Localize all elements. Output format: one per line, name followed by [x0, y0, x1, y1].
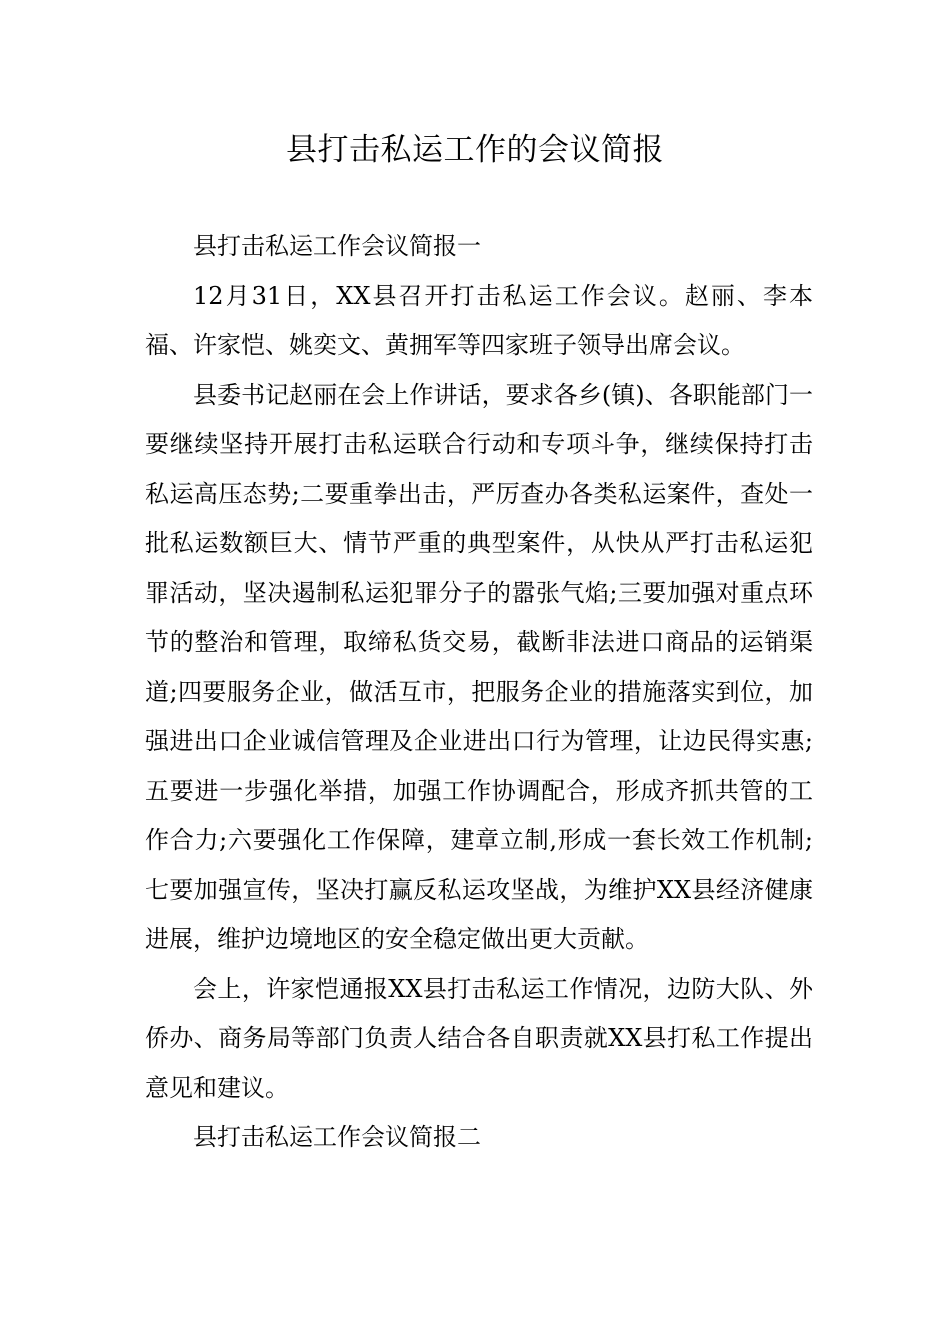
section-heading-one: 县打击私运工作会议简报一: [193, 232, 481, 260]
paragraph-secretary-speech: 县委书记赵丽在会上作讲话，要求各乡(镇)、各职能部门一要继续坚持开展打击私运联合行动和专项斗争，继续保持打击私运高压态势;二要重拳出击，严厉查办各类私运案件，查处一批私运数额巨大、情节严重的典型案件，从快从严打击私运犯罪活动，坚决遏制私运犯罪分子的嚣张气焰;三要加强对重点环节的整治和管理，取缔私货交易，截断非法进口商品的运销渠道;四要服务企业，做活互市，把服务企业的措施落实到位，加强进出口企业诚信管理及企业进出口行为管理，让边民得实惠;五要进一步强化举措，加强工作协调配合，形成齐抓共管的工作合力;六要强化工作保障，建章立制,形成一套长效工作机制;七要加强宣传，坚决打赢反私运攻坚战，为维护XX县经济健康进展，维护边境地区的安全稳定做出更大贡献。: [145, 380, 813, 953]
document-title: 县打击私运工作的会议简报: [286, 132, 664, 168]
paragraph-meeting-report: 会上，许家恺通报XX县打击私运工作情况，边防大队、外侨办、商务局等部门负责人结合各自职责就XX县打私工作提出意见和建议。: [145, 974, 813, 1102]
document-body: [145, 222, 813, 1163]
paragraph-meeting-intro: 12月31日，XX县召开打击私运工作会议。赵丽、李本福、许家恺、姚奕文、黄拥军等四家班子领导出席会议。: [145, 281, 813, 359]
section-heading-two: 县打击私运工作会议简报二: [193, 1123, 481, 1151]
